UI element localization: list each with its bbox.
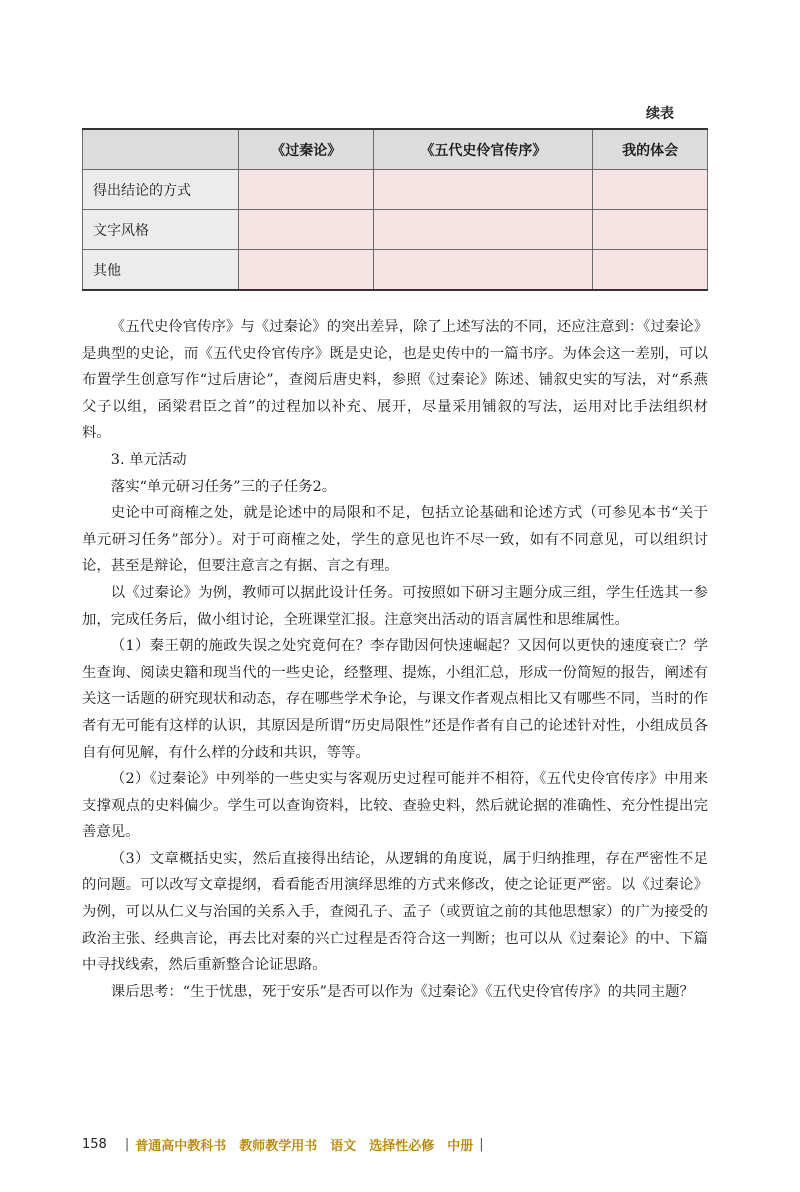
table-cell	[239, 170, 374, 210]
page-number: 158	[82, 1137, 107, 1152]
book-title: 普通高中教科书 教师教学用书 语文 选择性必修 中册	[135, 1139, 474, 1154]
page-footer	[82, 1135, 490, 1154]
section-heading-unit-activity: 3. 单元活动	[110, 451, 187, 468]
table-cell	[374, 170, 593, 210]
table-cell	[239, 250, 374, 291]
row-label: 其他	[83, 250, 239, 291]
header-wudai-shi: 《五代史伶官传序》	[374, 129, 593, 170]
paragraph-topic-2: （2）《过秦论》中列举的一些史实与客观历史过程可能并不相符，《五代史伶官传序》中用来支撑观点的史料偏少。学生可以查询资料，比较、查验史料，然后就论据的准确性、充分性提出完善意见。	[82, 771, 708, 841]
paragraph-debatable-points: 史论中可商榷之处，就是论述中的局限和不足，包括立论基础和论述方式（可参见本书“关于单元研习任务”部分）。对于可商榷之处，学生的意见也许不尽一致，如有不同意见，可以组织讨论，甚至是辩论，但要注意言之有据、言之有理。	[82, 505, 708, 575]
table-row	[83, 250, 708, 291]
header-guo-qin-lun: 《过秦论》	[239, 129, 374, 170]
comparison-table	[82, 128, 708, 291]
body-text	[82, 314, 708, 1005]
table-cell	[593, 250, 708, 291]
paragraph-comparison: 《五代史伶官传序》与《过秦论》的突出差异，除了上述写法的不同，还应注意到：《过秦论》是典型的史论，而《五代史伶官传序》既是史论，也是史传中的一篇书序。为体会这一差别，可以布置学生创意写作“过后唐论”，查阅后唐史料，参照《过秦论》陈述、铺叙史实的写法，对“系燕父子以组，函梁君臣之首”的过程加以补充、展开，尽量采用铺叙的写法，运用对比手法组织材料。	[82, 319, 709, 442]
header-my-reflection: 我的体会	[593, 129, 708, 170]
table-cell	[593, 210, 708, 250]
paragraph-after-class-thinking: 课后思考：“生于忧患，死于安乐”是否可以作为《过秦论》《五代史伶官传序》的共同主题？	[110, 983, 694, 1000]
paragraph-topic-3: （3）文章概括史实，然后直接得出结论，从逻辑的角度说，属于归纳推理，存在严密性不足的问题。可以改写文章提纲，看看能否用演绎思维的方式来修改，使之论证更严密。以《过秦论》为例，可以从仁义与治国的关系入手，查阅孔子、孟子（或贾谊之前的其他思想家）的广为接受的政治主张、经典言论，再去比对秦的兴亡过程是否符合这一判断；也可以从《过秦论》的中、下篇中寻找线索，然后重新整合论证思路。	[82, 850, 708, 974]
row-label: 文字风格	[83, 210, 239, 250]
table-row	[83, 170, 708, 210]
paragraph-topic-1: （1）秦王朝的施政失误之处究竟何在？李存勖因何快速崛起？又因何以更快的速度衰亡？学生查询、阅读史籍和现当代的一些史论，经整理、提炼，小组汇总，形成一份简短的报告，阐述有关这一话题的研究现状和动态，存在哪些学术争论，与课文作者观点相比又有哪些不同，当时的作者有无可能有这样的认识，其原因是所谓“历史局限性”还是作者有自己的论述针对性，小组成员各自有何见解，有什么样的分歧和共识，等等。	[82, 638, 708, 761]
row-label: 得出结论的方式	[83, 170, 239, 210]
table-row	[83, 210, 708, 250]
table-cell	[374, 210, 593, 250]
footer-divider: |	[479, 1137, 484, 1152]
paragraph-task-design: 以《过秦论》为例，教师可以据此设计任务。可按照如下研习主题分成三组，学生任选其一参加，完成任务后，做小组讨论，全班课堂汇报。注意突出活动的语言属性和思维属性。	[82, 584, 708, 628]
table-header-row	[83, 129, 708, 170]
footer-divider: |	[124, 1137, 130, 1152]
table-cell	[239, 210, 374, 250]
table-continued-label: 续表	[646, 106, 674, 122]
paragraph-task-assignment: 落实“单元研习任务”三的子任务2。	[110, 478, 337, 495]
table-cell	[593, 170, 708, 210]
table-cell	[374, 250, 593, 291]
table-corner-cell	[83, 129, 239, 170]
